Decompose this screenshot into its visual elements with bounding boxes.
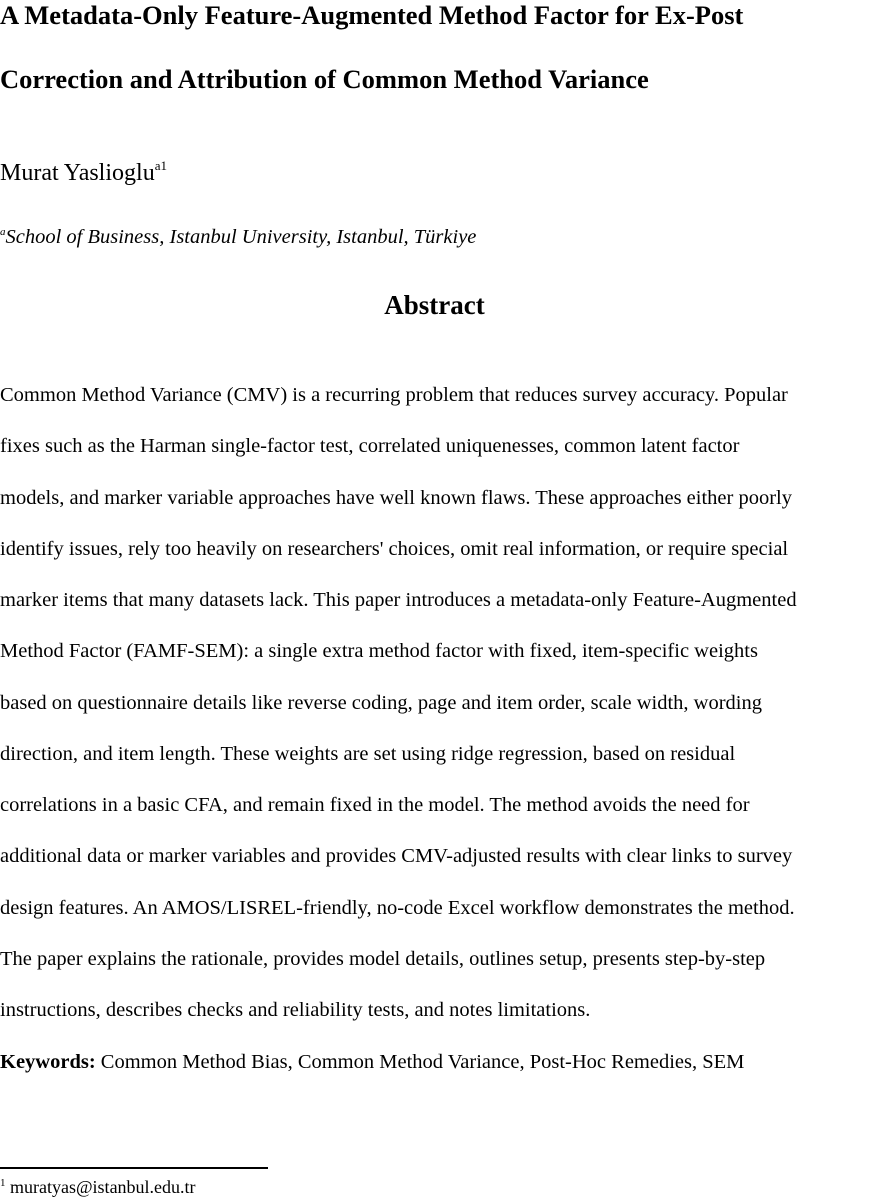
affiliation-mark: a xyxy=(0,226,6,238)
keywords xyxy=(0,1051,744,1074)
abstract-line: direction, and item length. These weights are set using ridge regression, based on residual xyxy=(0,742,736,765)
footnote-mark: 1 xyxy=(0,1177,6,1189)
abstract-line: marker items that many datasets lack. This paper introduces a metadata-only Feature-Augmented xyxy=(0,589,797,611)
title-line-2: Correction and Attribution of Common Method Variance xyxy=(0,64,649,94)
abstract-line: models, and marker variable approaches have well known flaws. These approaches either poorly xyxy=(0,486,792,509)
abstract-line: based on questionnaire details like reverse coding, page and item order, scale width, wording xyxy=(0,691,762,714)
author-marks: a1 xyxy=(154,158,167,173)
abstract-heading: Abstract xyxy=(384,290,485,320)
footnote xyxy=(0,1177,196,1198)
keywords-label: Keywords: xyxy=(0,1051,96,1073)
footnote-divider xyxy=(0,1167,268,1169)
author-name: Murat Yaslioglu xyxy=(0,160,155,186)
affiliation xyxy=(0,226,476,249)
abstract-line: fixes such as the Harman single-factor test, correlated uniquenesses, common latent factor xyxy=(0,435,740,458)
abstract-line: additional data or marker variables and provides CMV-adjusted results with clear links to survey xyxy=(0,845,793,868)
abstract-line: correlations in a basic CFA, and remain fixed in the model. The method avoids the need for xyxy=(0,794,750,816)
abstract-line: Method Factor (FAMF-SEM): a single extra method factor with fixed, item-specific weights xyxy=(0,640,758,663)
keywords-text: Common Method Bias, Common Method Variance, Post-Hoc Remedies, SEM xyxy=(95,1051,745,1073)
author xyxy=(0,158,167,187)
abstract-line: Common Method Variance (CMV) is a recurring problem that reduces survey accuracy. Popular xyxy=(0,384,788,406)
abstract-line: The paper explains the rationale, provides model details, outlines setup, presents step-by-step xyxy=(0,947,766,970)
affiliation-text: School of Business, Istanbul University, Istanbul, Türkiye xyxy=(5,226,477,248)
abstract-line: design features. An AMOS/LISREL-friendly, no-code Excel workflow demonstrates the method. xyxy=(0,896,795,919)
abstract-line: instructions, describes checks and reliability tests, and notes limitations. xyxy=(0,999,591,1021)
abstract-line: identify issues, rely too heavily on researchers' choices, omit real information, or require special xyxy=(0,537,789,560)
title-line-1: A Metadata-Only Feature-Augmented Method Factor for Ex-Post xyxy=(0,0,744,30)
footnote-email[interactable]: muratyas@istanbul.edu.tr xyxy=(5,1177,196,1197)
